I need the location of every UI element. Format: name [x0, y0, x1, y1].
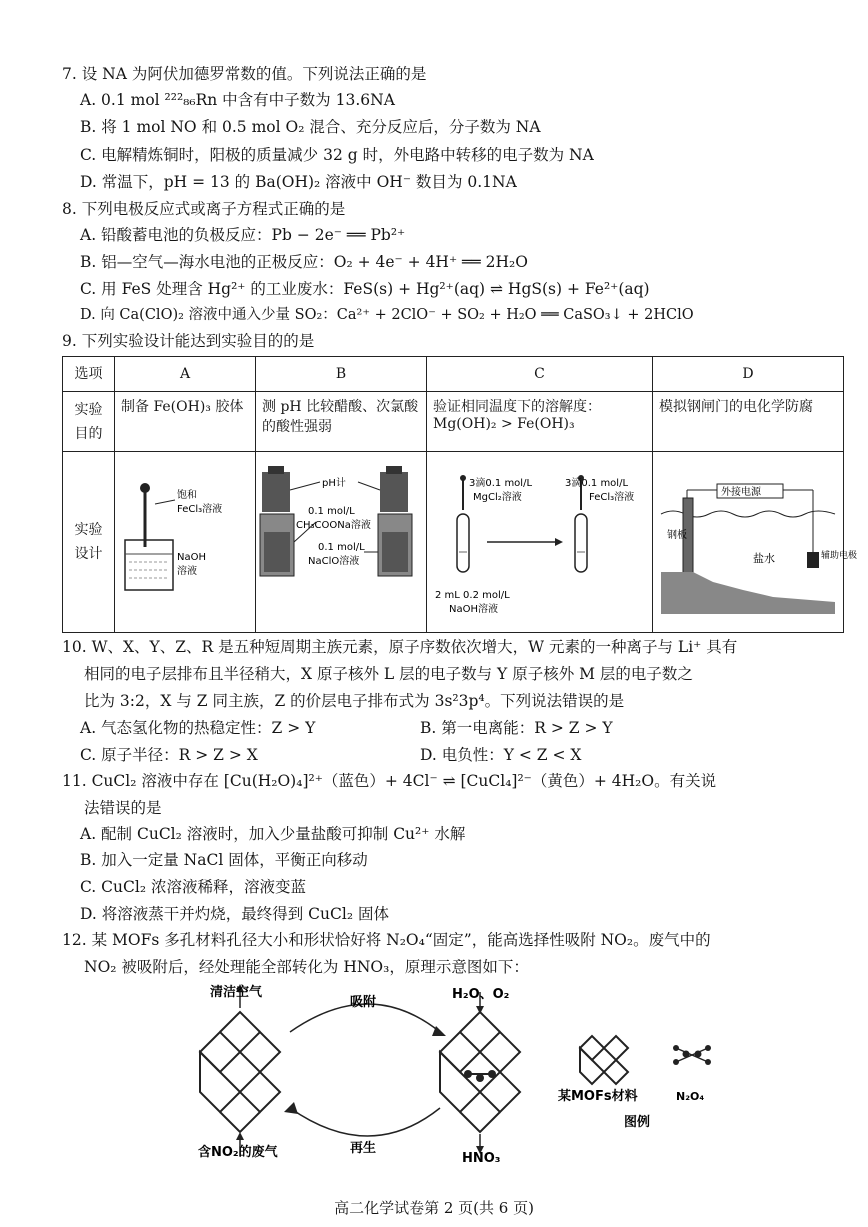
label-brine: 盐水: [753, 552, 775, 565]
legend-mofs-label: 某MOFs材料: [558, 1089, 638, 1104]
design-a: [115, 452, 256, 633]
ph-meter-figure: [256, 452, 416, 628]
mof-right: [440, 1012, 520, 1132]
table-header-b: B: [256, 357, 427, 392]
design-c: [427, 452, 653, 633]
q8-option-c: C. 用 FeS 处理含 Hg²⁺ 的工业废水：FeS(s) + Hg²⁺(aq) ⇌ HgS(s) + Fe²⁺(aq): [80, 280, 650, 298]
beaker-dropper-figure: [115, 452, 245, 628]
label-waste-gas: 含NO₂的废气: [198, 1145, 278, 1160]
label-mgcl2: MgCl₂溶液: [473, 492, 522, 503]
q9-stem: 9. 下列实验设计能达到实验目的的是: [62, 332, 315, 350]
q7-option-d: D. 常温下，pH = 13 的 Ba(OH)₂ 溶液中 OH⁻ 数目为 0.1NA: [80, 173, 517, 191]
steel-gate-figure: [653, 452, 858, 628]
q8-stem: 8. 下列电极反应式或离子方程式正确的是: [62, 200, 346, 218]
q8-option-a: A. 铅酸蓄电池的负极反应：Pb − 2e⁻ ══ Pb²⁺: [80, 226, 406, 244]
q11-option-d: D. 将溶液蒸干并灼烧，最终得到 CuCl₂ 固体: [80, 905, 389, 923]
q11-line1: 11. CuCl₂ 溶液中存在 [Cu(H₂O)₄]²⁺（蓝色）+ 4Cl⁻ ⇌ [CuCl₄]²⁻（黄色）+ 4H₂O。有关说: [62, 772, 717, 790]
arrow-regenerate: [290, 1108, 440, 1136]
label-fecl3-c: FeCl₃溶液: [589, 492, 635, 503]
label-conc2: 0.1 mol/L: [318, 542, 365, 553]
table-header-d: D: [653, 357, 844, 392]
q10-option-a: A. 气态氢化物的热稳定性：Z > Y: [80, 719, 316, 737]
q11-option-b: B. 加入一定量 NaCl 固体，平衡正向移动: [80, 851, 368, 869]
label-product: HNO₃: [462, 1151, 501, 1166]
label-adsorb: 吸附: [350, 995, 377, 1010]
design-d: [653, 452, 858, 633]
label-conc1: 0.1 mol/L: [308, 506, 355, 517]
q11-option-a: A. 配制 CuCl₂ 溶液时，加入少量盐酸可抑制 Cu²⁺ 水解: [80, 825, 466, 843]
label-regenerate: 再生: [350, 1141, 377, 1156]
label-power: 外接电源: [721, 487, 761, 498]
label-sat: 饱和: [177, 490, 197, 501]
q11-line2: 法错误的是: [84, 799, 162, 817]
legend-n2o4-label: N₂O₄: [676, 1090, 705, 1103]
q7-stem: 7. 设 NA 为阿伏加德罗常数的值。下列说法正确的是: [62, 65, 427, 83]
q10-line1: 10. W、X、Y、Z、R 是五种短周期主族元素，原子序数依次增大，W 元素的一种离子与 Li⁺ 具有: [62, 638, 738, 656]
design-b: [256, 452, 427, 633]
q10-line2: 相同的电子层排布且半径稍大，X 原子核外 L 层的电子数与 Y 原子核外 M 层的电子数之: [84, 665, 693, 683]
label-naoh-conc: 2 mL 0.2 mol/L: [435, 590, 510, 601]
label-reactants: H₂O、O₂: [452, 987, 510, 1002]
label-naclo: NaClO溶液: [308, 556, 360, 567]
mof-left: [200, 1012, 280, 1132]
label-steel: 钢板: [667, 530, 687, 541]
q7-option-a: A. 0.1 mol ²²²₈₆Rn 中含有中子数为 13.6NA: [80, 91, 395, 109]
q8-option-b: B. 铝—空气—海水电池的正极反应：O₂ + 4e⁻ + 4H⁺ ══ 2H₂O: [80, 253, 528, 271]
purpose-c: 验证相同温度下的溶解度：Mg(OH)₂ > Fe(OH)₃: [427, 392, 653, 452]
test-tube-figure: [427, 452, 642, 628]
legend-title: 图例: [624, 1115, 651, 1130]
row-label-purpose: 实验目的: [63, 392, 115, 452]
table-header-a: A: [115, 357, 256, 392]
table-header-c: C: [427, 357, 653, 392]
label-naoh-c: NaOH溶液: [449, 604, 498, 615]
q10-option-d: D. 电负性：Y < Z < X: [420, 746, 582, 764]
purpose-d: 模拟钢闸门的电化学防腐: [653, 392, 844, 452]
q7-option-c: C. 电解精炼铜时，阳极的质量减少 32 g 时，外电路中转移的电子数为 NA: [80, 146, 594, 164]
label-soln: 溶液: [177, 566, 197, 577]
row-label-design: 实验设计: [63, 452, 115, 633]
label-phmeter: pH计: [322, 478, 346, 489]
legend-mofs-icon: [580, 1036, 628, 1084]
q12-line2: NO₂ 被吸附后，经处理能全部转化为 HNO₃，原理示意图如下：: [84, 958, 529, 976]
mofs-process-diagram: [180, 982, 740, 1166]
experiment-table: [62, 356, 858, 633]
label-ch3coona: CH₃COONa溶液: [296, 520, 371, 531]
label-c1: 3滴0.1 mol/L: [469, 478, 533, 489]
q10-line3: 比为 3:2，X 与 Z 同主族，Z 的价层电子排布式为 3s²3p⁴。下列说法错误的是: [84, 692, 625, 710]
q12-line1: 12. 某 MOFs 多孔材料孔径大小和形状恰好将 N₂O₄“固定”，能高选择性吸附 NO₂。废气中的: [62, 931, 711, 949]
page-footer: 高二化学试卷第 2 页(共 6 页): [334, 1199, 534, 1217]
q7-option-b: B. 将 1 mol NO 和 0.5 mol O₂ 混合、充分反应后，分子数为 NA: [80, 118, 541, 136]
purpose-b: 测 pH 比较醋酸、次氯酸的酸性强弱: [256, 392, 427, 452]
label-naoh: NaOH: [177, 552, 206, 563]
q8-option-d: D. 向 Ca(ClO)₂ 溶液中通入少量 SO₂：Ca²⁺ + 2ClO⁻ + SO₂ + H₂O ══ CaSO₃↓ + 2HClO: [80, 307, 694, 323]
table-header-option: 选项: [63, 357, 115, 392]
q11-option-c: C. CuCl₂ 浓溶液稀释，溶液变蓝: [80, 878, 306, 896]
q10-option-b: B. 第一电离能：R > Z > Y: [420, 719, 613, 737]
purpose-a: 制备 Fe(OH)₃ 胶体: [115, 392, 256, 452]
label-aux-electrode: 辅助电极: [821, 551, 858, 561]
legend-n2o4-icon: [673, 1045, 711, 1065]
label-c2: 3滴0.1 mol/L: [565, 478, 629, 489]
q10-option-c: C. 原子半径：R > Z > X: [80, 746, 258, 764]
label-clean-air: 清洁空气: [210, 985, 263, 1000]
label-fecl3: FeCl₃溶液: [177, 504, 223, 515]
